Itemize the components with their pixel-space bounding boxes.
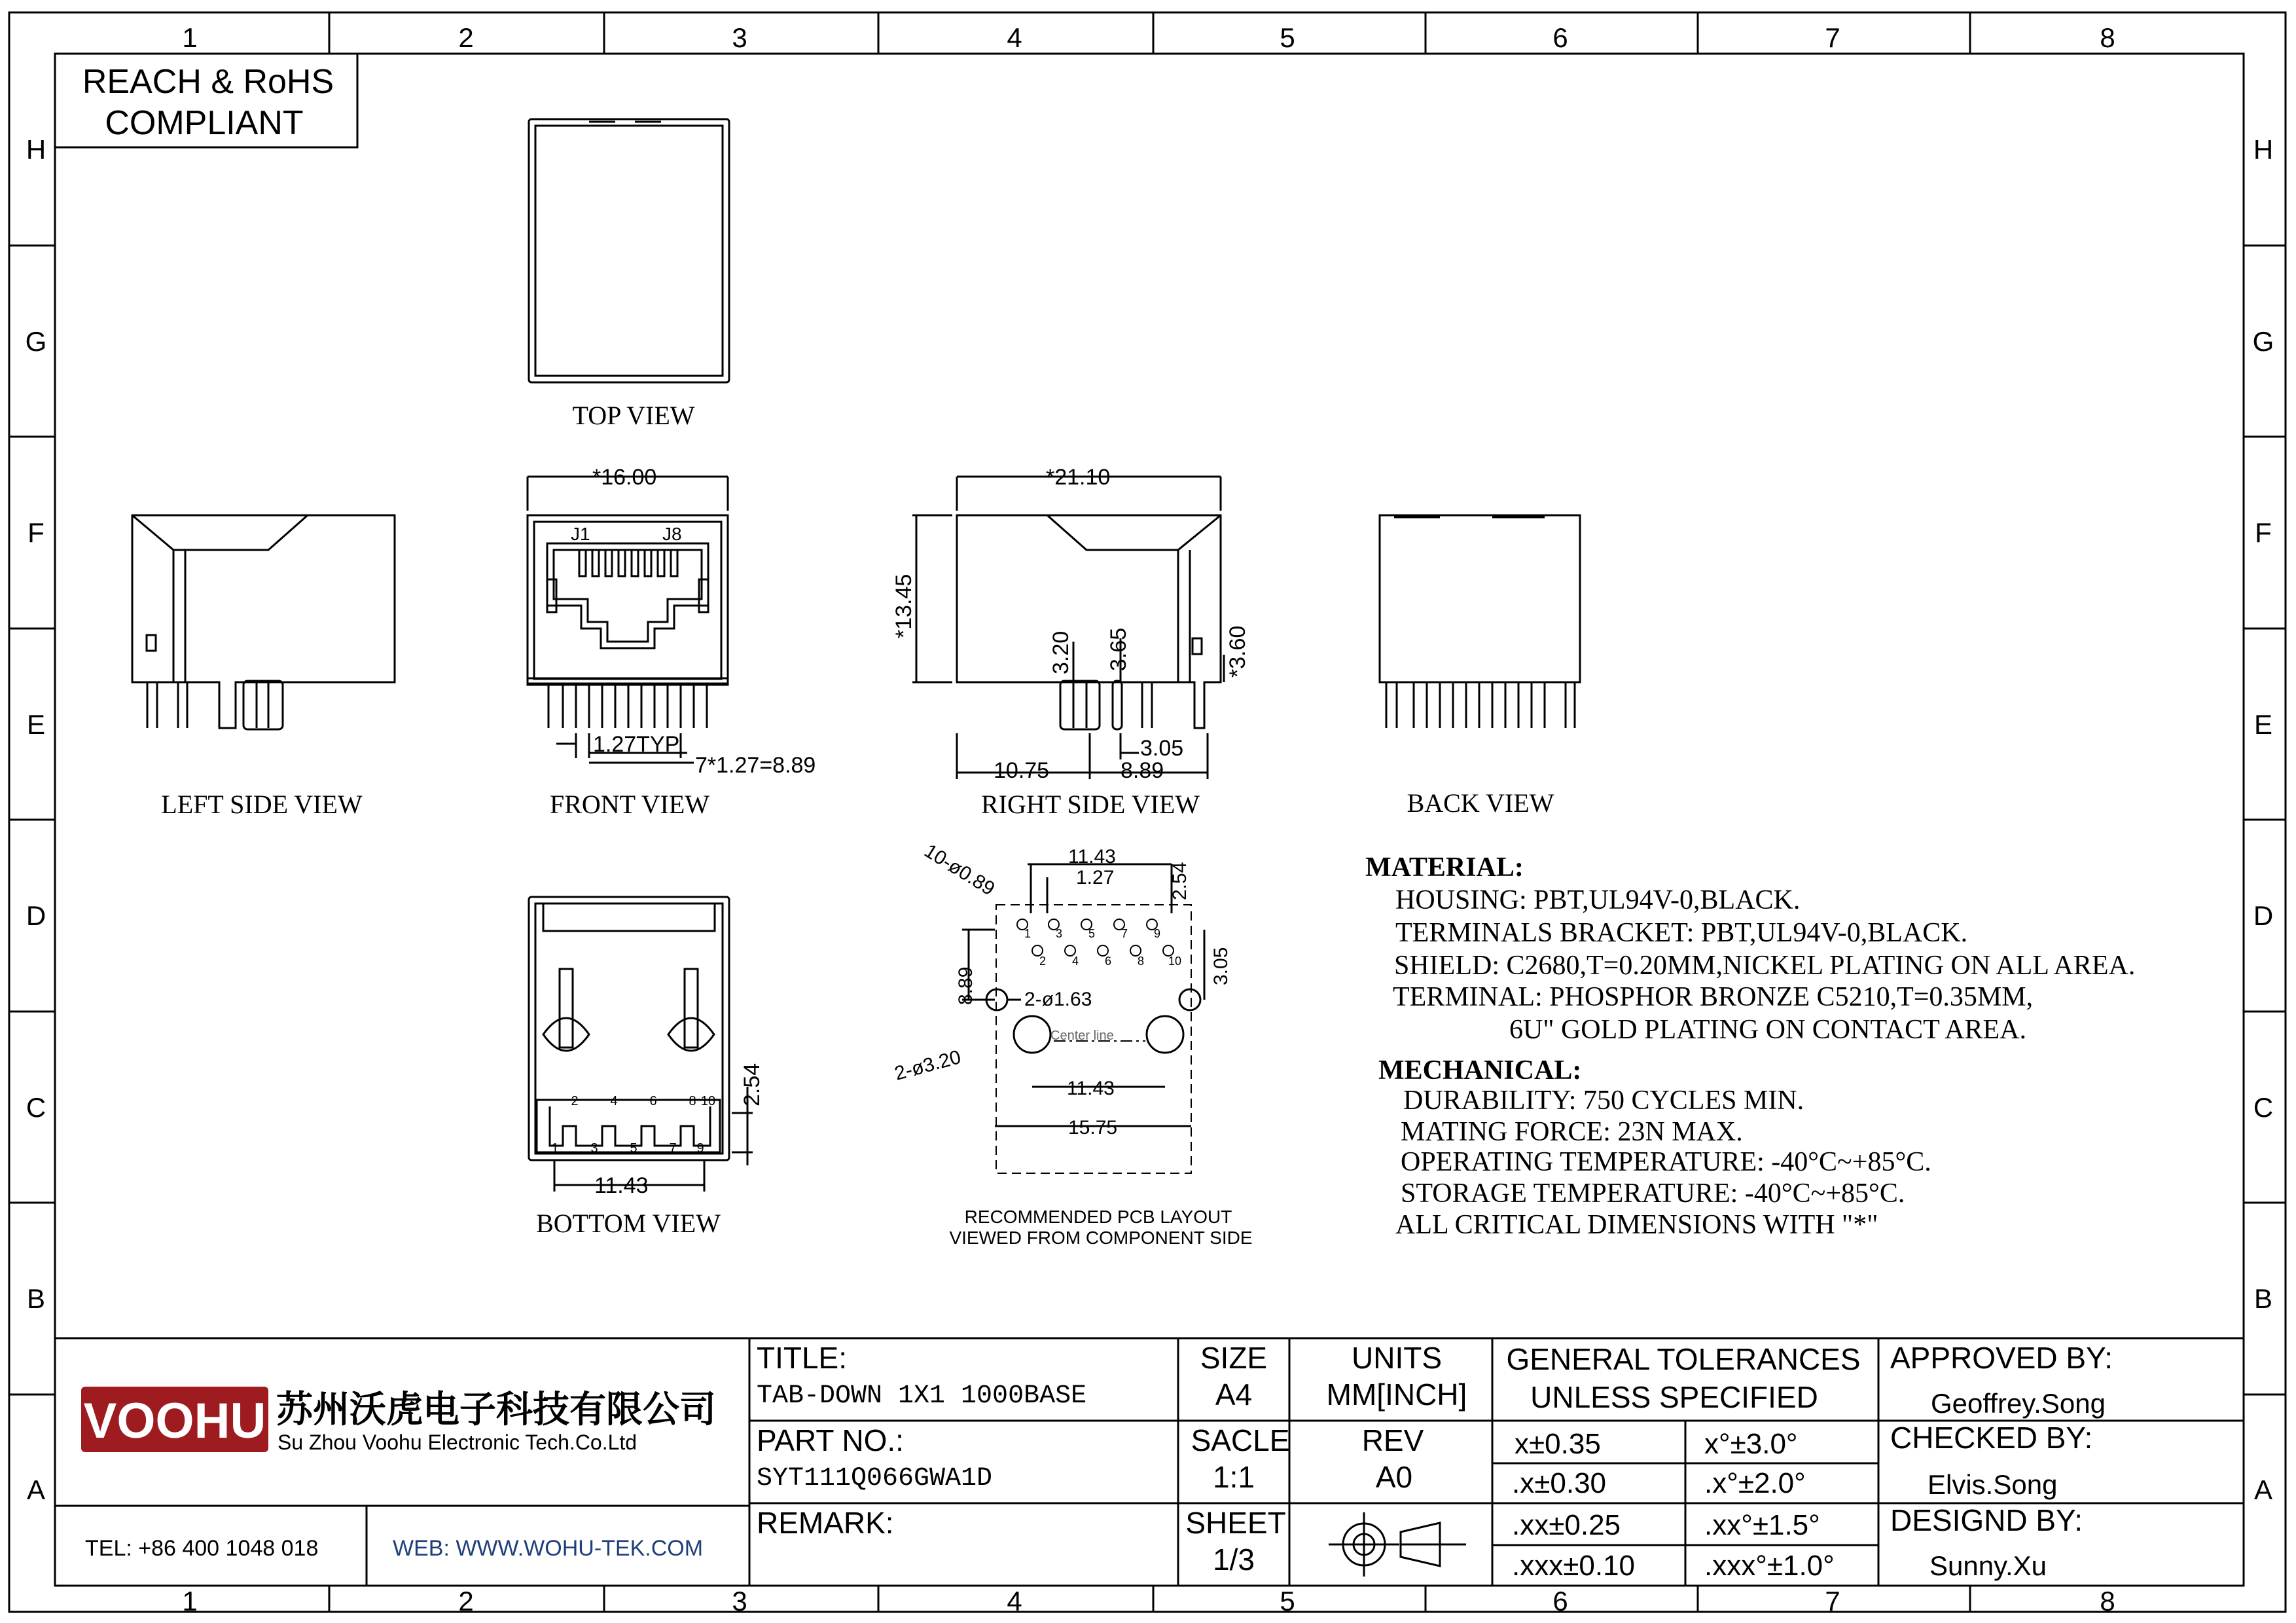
svg-text:9: 9 — [696, 1141, 704, 1156]
front-view-label: FRONT VIEW — [549, 790, 710, 819]
svg-text:G: G — [25, 326, 47, 357]
tol-linear-2: .xx±0.25 — [1512, 1509, 1621, 1541]
svg-text:3: 3 — [732, 1586, 747, 1616]
design-label: DESIGND BY: — [1890, 1503, 2083, 1537]
pcb-note-line-2: VIEWED FROM COMPONENT SIDE — [949, 1228, 1253, 1248]
svg-text:3: 3 — [1055, 927, 1063, 940]
material-line-5: 6U" GOLD PLATING ON CONTACT AREA. — [1509, 1015, 2027, 1045]
material-line-1: HOUSING: PBT,UL94V-0,BLACK. — [1395, 885, 1801, 915]
tol-angle-0: x°±3.0° — [1704, 1428, 1798, 1460]
mechanical-line-3: OPERATING TEMPERATURE: -40°C~+85°C. — [1401, 1147, 1931, 1177]
material-line-3: SHIELD: C2680,T=0.20MM,NICKEL PLATING ON ALL AREA. — [1394, 951, 2136, 981]
svg-text:A: A — [2253, 1474, 2273, 1505]
scale-label: SACLE — [1191, 1423, 1290, 1457]
mechanical-line-2: MATING FORCE: 23N MAX. — [1401, 1117, 1743, 1147]
company-logo: VOOHU — [83, 1393, 266, 1449]
material-title: MATERIAL: — [1365, 852, 1524, 883]
pcb-dim-1-27: 1.27 — [1076, 867, 1115, 888]
tol-linear-1: .x±0.30 — [1512, 1467, 1607, 1499]
svg-text:5: 5 — [1280, 1586, 1295, 1616]
back-view-label: BACK VIEW — [1407, 788, 1554, 818]
tol-angle-3: .xxx°±1.0° — [1704, 1550, 1835, 1582]
mechanical-line-4: STORAGE TEMPERATURE: -40°C~+85°C. — [1401, 1178, 1905, 1209]
mechanical-title: MECHANICAL: — [1378, 1055, 1582, 1085]
dim-3-20: 3.20 — [1049, 630, 1073, 674]
title-value: TAB-DOWN 1X1 1000BASE — [757, 1381, 1087, 1411]
svg-text:1: 1 — [551, 1141, 559, 1156]
svg-text:C: C — [2253, 1092, 2274, 1123]
svg-text:2: 2 — [1039, 955, 1047, 968]
svg-text:C: C — [26, 1092, 46, 1123]
svg-text:4: 4 — [1007, 1586, 1022, 1616]
size-value: A4 — [1215, 1377, 1253, 1412]
dim-span: 7*1.27=8.89 — [695, 753, 816, 778]
dim-10-75: 10.75 — [994, 758, 1050, 783]
sheet-label: SHEET — [1185, 1506, 1286, 1540]
svg-text:8: 8 — [2100, 22, 2115, 53]
dim-bottom-11-43: 11.43 — [594, 1173, 649, 1198]
tol-linear-3: .xxx±0.10 — [1512, 1550, 1636, 1582]
dim-front-width: *16.00 — [592, 465, 657, 490]
pcb-note-line-1: RECOMMENDED PCB LAYOUT — [964, 1207, 1232, 1227]
svg-text:D: D — [26, 900, 46, 931]
svg-text:2: 2 — [458, 1586, 474, 1616]
svg-text:5: 5 — [1280, 22, 1295, 53]
tel: TEL: +86 400 1048 018 — [85, 1536, 319, 1561]
back-view-drawing — [1380, 515, 1580, 728]
rev-label: REV — [1361, 1423, 1424, 1457]
title-label: TITLE: — [757, 1341, 848, 1375]
svg-text:2: 2 — [458, 22, 474, 53]
grid-labels — [26, 22, 2274, 1616]
svg-text:5: 5 — [630, 1141, 637, 1156]
pcb-dim-1-63: 2-ø1.63 — [1024, 989, 1092, 1010]
svg-text:1: 1 — [1024, 927, 1031, 940]
svg-text:6: 6 — [1552, 22, 1568, 53]
pcb-dim-3-05: 3.05 — [1210, 947, 1232, 985]
svg-text:7: 7 — [1121, 927, 1128, 940]
svg-text:7: 7 — [1825, 1586, 1840, 1616]
company-name-cn: 苏州沃虎电子科技有限公司 — [276, 1389, 716, 1431]
pcb-dim-15-75: 15.75 — [1068, 1117, 1118, 1139]
part-label: PART NO.: — [757, 1423, 904, 1457]
svg-text:4: 4 — [1071, 955, 1079, 968]
units-value: MM[INCH] — [1326, 1377, 1467, 1412]
top-view-label: TOP VIEW — [572, 401, 695, 430]
pcb-pin-numbers — [1024, 927, 1181, 968]
right-side-view-drawing — [912, 477, 1224, 779]
svg-text:1: 1 — [182, 22, 198, 53]
bottom-view-drawing — [529, 897, 753, 1192]
dim-pitch: 1.27TYP — [593, 732, 680, 757]
svg-text:H: H — [2253, 134, 2274, 165]
dim-height: *13.45 — [891, 574, 916, 638]
tolerance-title-1: GENERAL TOLERANCES — [1506, 1342, 1861, 1376]
pcb-dim-2-54: 2.54 — [1169, 862, 1191, 900]
svg-text:H: H — [26, 134, 46, 165]
svg-text:7: 7 — [669, 1141, 677, 1156]
svg-text:9: 9 — [1153, 927, 1161, 940]
company-name-en: Su Zhou Voohu Electronic Tech.Co.Ltd — [278, 1431, 637, 1454]
svg-text:B: B — [2253, 1283, 2273, 1314]
compliance-line-2: COMPLIANT — [105, 104, 304, 142]
front-contacts — [579, 550, 677, 576]
svg-text:E: E — [2253, 709, 2273, 740]
dim-j8: J8 — [662, 524, 682, 544]
approved-label: APPROVED BY: — [1890, 1341, 2113, 1375]
pcb-center-line: Center line — [1050, 1029, 1114, 1043]
svg-text:4: 4 — [610, 1094, 618, 1108]
svg-text:F: F — [27, 517, 45, 548]
approved-name: Geoffrey.Song — [1931, 1388, 2106, 1419]
svg-text:5: 5 — [1088, 927, 1096, 940]
size-label: SIZE — [1200, 1341, 1268, 1375]
svg-text:6: 6 — [1104, 955, 1112, 968]
svg-text:E: E — [26, 709, 46, 740]
svg-text:6: 6 — [649, 1094, 657, 1108]
scale-value: 1:1 — [1213, 1460, 1255, 1494]
dim-bottom-2-54: 2.54 — [740, 1063, 764, 1106]
dim-side-depth: *21.10 — [1046, 465, 1111, 490]
svg-text:A: A — [26, 1474, 46, 1505]
svg-text:6: 6 — [1552, 1586, 1568, 1616]
svg-text:1: 1 — [182, 1586, 198, 1616]
mechanical-line-5: ALL CRITICAL DIMENSIONS WITH "*" — [1395, 1210, 1878, 1240]
svg-text:8: 8 — [1137, 955, 1145, 968]
part-value: SYT111Q066GWA1D — [757, 1464, 993, 1493]
svg-text:G: G — [2252, 326, 2274, 357]
projection-symbol — [1329, 1512, 1466, 1577]
svg-text:8: 8 — [2100, 1586, 2115, 1616]
pcb-dim-holes: 10-ø0.89 — [920, 839, 999, 900]
checked-name: Elvis.Song — [1928, 1469, 2058, 1500]
svg-text:2: 2 — [571, 1094, 579, 1108]
bottom-view-label: BOTTOM VIEW — [536, 1209, 721, 1238]
checked-label: CHECKED BY: — [1890, 1421, 2093, 1455]
svg-text:3: 3 — [590, 1141, 598, 1156]
front-pins — [548, 685, 707, 728]
svg-text:F: F — [2255, 517, 2272, 548]
top-view-drawing — [529, 119, 729, 382]
dim-8-89: 8.89 — [1121, 758, 1164, 783]
svg-text:7: 7 — [1825, 22, 1840, 53]
pcb-dim-3-20: 2-ø3.20 — [892, 1046, 963, 1085]
title-block-lines — [55, 1338, 2244, 1586]
svg-text:B: B — [26, 1283, 46, 1314]
compliance-line-1: REACH & RoHS — [82, 63, 334, 101]
material-line-2: TERMINALS BRACKET: PBT,UL94V-0,BLACK. — [1395, 918, 1968, 948]
pcb-dim-8-89: 8.89 — [955, 966, 977, 1005]
pcb-dim-11-43-top: 11.43 — [1068, 846, 1116, 867]
right-side-view-label: RIGHT SIDE VIEW — [980, 790, 1200, 819]
designer-name: Sunny.Xu — [1929, 1550, 2047, 1581]
tol-angle-2: .xx°±1.5° — [1704, 1509, 1820, 1541]
front-view-drawing — [528, 477, 728, 763]
svg-text:8: 8 — [689, 1094, 696, 1108]
tol-angle-1: .x°±2.0° — [1704, 1467, 1806, 1499]
sheet-value: 1/3 — [1213, 1542, 1255, 1577]
dim-3-05: 3.05 — [1140, 736, 1184, 761]
dim-j1: J1 — [571, 524, 590, 544]
left-side-view-label: LEFT SIDE VIEW — [161, 790, 363, 819]
dim-3-65: 3.65 — [1106, 627, 1131, 671]
units-label: UNITS — [1352, 1341, 1442, 1375]
svg-text:10: 10 — [700, 1094, 716, 1108]
mechanical-line-1: DURABILITY: 750 CYCLES MIN. — [1403, 1085, 1804, 1116]
tolerance-title-2: UNLESS SPECIFIED — [1530, 1380, 1818, 1414]
svg-text:4: 4 — [1007, 22, 1022, 53]
web: WEB: WWW.WOHU-TEK.COM — [393, 1536, 704, 1561]
dim-3-60: *3.60 — [1225, 625, 1250, 678]
pcb-dim-11-43-bottom: 11.43 — [1067, 1078, 1115, 1099]
svg-text:10: 10 — [1168, 955, 1182, 968]
material-line-4: TERMINAL: PHOSPHOR BRONZE C5210,T=0.35MM, — [1393, 982, 2034, 1012]
left-side-view-drawing — [132, 515, 395, 729]
tol-linear-0: x±0.35 — [1515, 1428, 1601, 1460]
svg-text:3: 3 — [732, 22, 747, 53]
svg-text:D: D — [2253, 900, 2274, 931]
remark-label: REMARK: — [757, 1506, 894, 1540]
pcb-pads — [1017, 919, 1174, 956]
rev-value: A0 — [1375, 1460, 1413, 1494]
